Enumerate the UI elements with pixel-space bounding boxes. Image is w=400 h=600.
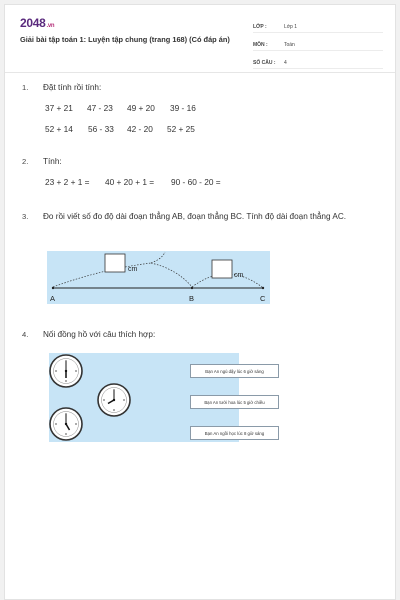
question-3-text: Đo rồi viết số đo độ dài đoạn thẳng AB, đoạn thẳng BC. Tính độ dài đoạn thẳng AC. — [43, 212, 347, 221]
site-logo[interactable] — [20, 16, 54, 30]
clock-sentence-1[interactable]: Bạn An ngủ dậy lúc 6 giờ sáng — [190, 364, 279, 378]
expression: 42 - 20 — [127, 124, 153, 134]
expression: 40 + 20 + 1 = — [105, 177, 155, 187]
expression: 52 + 25 — [167, 124, 195, 134]
point-a-label: A — [50, 294, 56, 303]
meta-row-count — [253, 53, 383, 69]
clock-figure — [49, 353, 265, 442]
expression: 56 - 33 — [88, 124, 114, 134]
meta-row-subject — [253, 35, 383, 51]
unit-label-ab: cm — [128, 266, 138, 273]
question-2-number: 2. — [22, 157, 29, 166]
question-2-row — [45, 177, 221, 187]
point-c-label: C — [260, 294, 266, 303]
expression: 90 - 60 - 20 = — [171, 177, 221, 187]
page-title: Giải bài tập toán 1: Luyện tập chung (trang 168) (Có đáp án) — [20, 35, 230, 44]
expression: 49 + 20 — [127, 103, 155, 113]
clock-sentence-2[interactable]: Bạn An tưới hoa lúc 5 giờ chiều — [190, 395, 279, 409]
answer-box-ab — [105, 254, 125, 272]
expression: 23 + 2 + 1 = — [45, 177, 90, 187]
logo-text: 2048 — [20, 16, 46, 30]
clock-icon — [50, 355, 82, 387]
meta-value: 4 — [284, 60, 287, 66]
meta-label: SỐ CÂU : — [253, 60, 276, 66]
meta-value: Toán — [284, 42, 295, 48]
meta-label: LỚP : — [253, 24, 267, 30]
question-2-text: Tính: — [43, 157, 62, 166]
clock-sentence-3[interactable]: Bạn An ngồi học lúc 8 giờ sáng — [190, 426, 279, 440]
expression: 52 + 14 — [45, 124, 73, 134]
clock-icon — [50, 408, 82, 440]
meta-info — [253, 17, 383, 71]
question-1-row-2 — [45, 124, 195, 134]
worksheet-page — [4, 4, 396, 600]
arc-ab-top — [151, 252, 165, 263]
segment-diagram — [47, 251, 270, 304]
question-1-text: Đặt tính rồi tính: — [43, 83, 102, 92]
clock-icon — [98, 384, 130, 416]
point-b-dot — [191, 287, 193, 289]
point-c-dot — [262, 287, 264, 289]
arc-ab-right — [151, 263, 192, 287]
question-1-row-1 — [45, 103, 196, 113]
point-a-dot — [52, 287, 54, 289]
segment-figure — [47, 251, 270, 304]
expression: 37 + 21 — [45, 103, 73, 113]
expression: 39 - 16 — [170, 103, 196, 113]
question-4-text: Nối đồng hồ với câu thích hợp: — [43, 330, 156, 339]
logo-suffix: .vn — [46, 23, 55, 29]
point-b-label: B — [189, 294, 195, 303]
meta-label: MÔN : — [253, 42, 268, 48]
meta-row-class — [253, 17, 383, 33]
answer-box-bc — [212, 260, 232, 278]
page-header — [5, 5, 395, 73]
question-1-number: 1. — [22, 83, 29, 92]
meta-value: Lớp 1 — [284, 24, 298, 30]
expression: 47 - 23 — [87, 103, 113, 113]
unit-label-bc: cm — [234, 272, 244, 279]
question-4-number: 4. — [22, 330, 29, 339]
question-3-number: 3. — [22, 212, 29, 221]
